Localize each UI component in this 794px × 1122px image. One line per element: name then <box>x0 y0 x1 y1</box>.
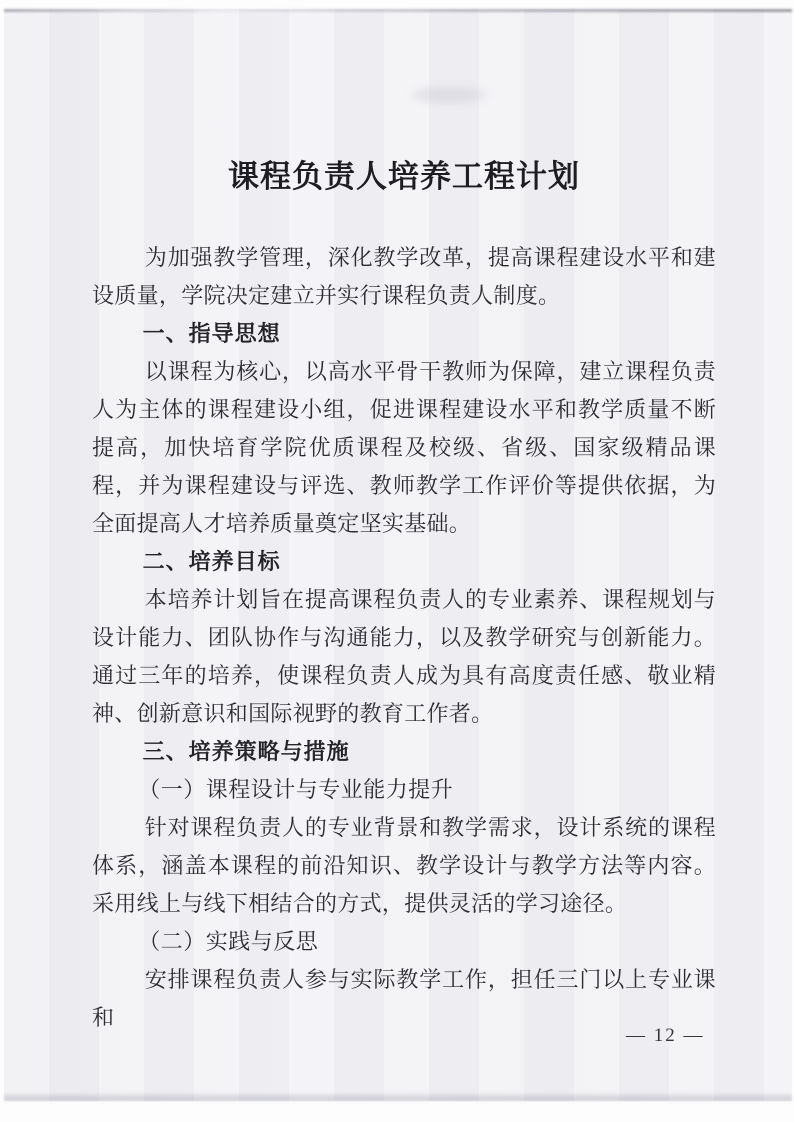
scanned-page <box>4 9 792 1101</box>
page-number: — 12 — <box>626 1025 705 1046</box>
body-paragraph: 针对课程负责人的专业背景和教学需求，设计系统的课程体系，涵盖本课程的前沿知识、教学设计与教学方法等内容。采用线上与线下相结合的方式，提供灵活的学习途径。 <box>92 815 716 916</box>
section-heading: 二、培养目标 <box>142 549 281 574</box>
document-body <box>92 239 716 1037</box>
sub-heading: （二）实践与反思 <box>138 929 319 954</box>
scan-top-edge-artifact <box>4 9 792 12</box>
scan-smudge-artifact <box>412 87 486 103</box>
body-paragraph: 安排课程负责人参与实际教学工作，担任三门以上专业课和 <box>92 967 716 1030</box>
document-title: 课程负责人培养工程计划 <box>228 159 580 194</box>
sub-heading: （一）课程设计与专业能力提升 <box>138 777 454 802</box>
document-content <box>92 155 716 1037</box>
body-paragraph: 为加强教学管理，深化教学改革，提高课程建设水平和建设质量，学院决定建立并实行课程负责人制度。 <box>92 245 716 308</box>
section-heading: 一、指导思想 <box>142 321 281 346</box>
body-paragraph: 以课程为核心，以高水平骨干教师为保障，建立课程负责人为主体的课程建设小组，促进课程建设水平和教学质量不断提高，加快培育学院优质课程及校级、省级、国家级精品课程，并为课程建设与评选、教师教学工作评价等提供依据，为全面提高人才培养质量奠定坚实基础。 <box>92 359 716 536</box>
body-paragraph: 本培养计划旨在提高课程负责人的专业素养、课程规划与设计能力、团队协作与沟通能力，以及教学研究与创新能力。通过三年的培养，使课程负责人成为具有高度责任感、敬业精神、创新意识和国际视野的教育工作者。 <box>92 587 716 726</box>
scan-bottom-edge-artifact <box>4 1092 792 1101</box>
section-heading: 三、培养策略与措施 <box>142 739 350 764</box>
